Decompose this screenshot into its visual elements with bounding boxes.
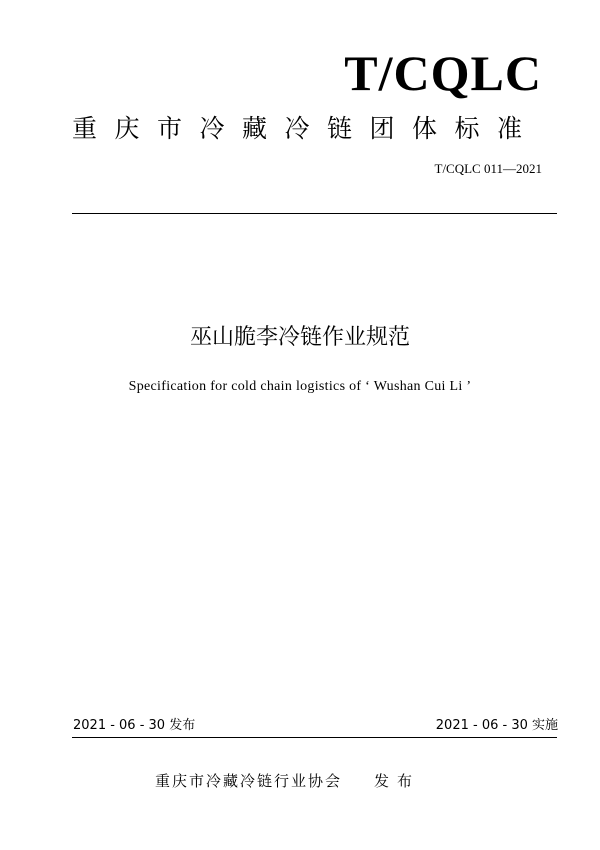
- issuer-line: [155, 774, 420, 789]
- document-title-english: Specification for cold chain logistics of ‘ Wushan Cui Li ’: [128, 379, 472, 394]
- standard-category-heading: 重庆市冷藏冷链团体标准: [72, 114, 540, 143]
- issuer-name: 重庆市冷藏冷链行业协会: [155, 772, 343, 790]
- standard-number: T/CQLC 011—2021: [434, 161, 542, 176]
- top-divider: [72, 213, 557, 214]
- issue-word: 发布: [374, 772, 421, 790]
- publish-date: 2021 - 06 - 30 发布: [73, 718, 196, 733]
- implementation-date: 2021 - 06 - 30 实施: [435, 718, 558, 733]
- document-title-chinese: 巫山脆李冷链作业规范: [189, 325, 410, 350]
- bottom-divider: [72, 737, 557, 738]
- standard-code-mark: T/CQLC: [344, 45, 542, 101]
